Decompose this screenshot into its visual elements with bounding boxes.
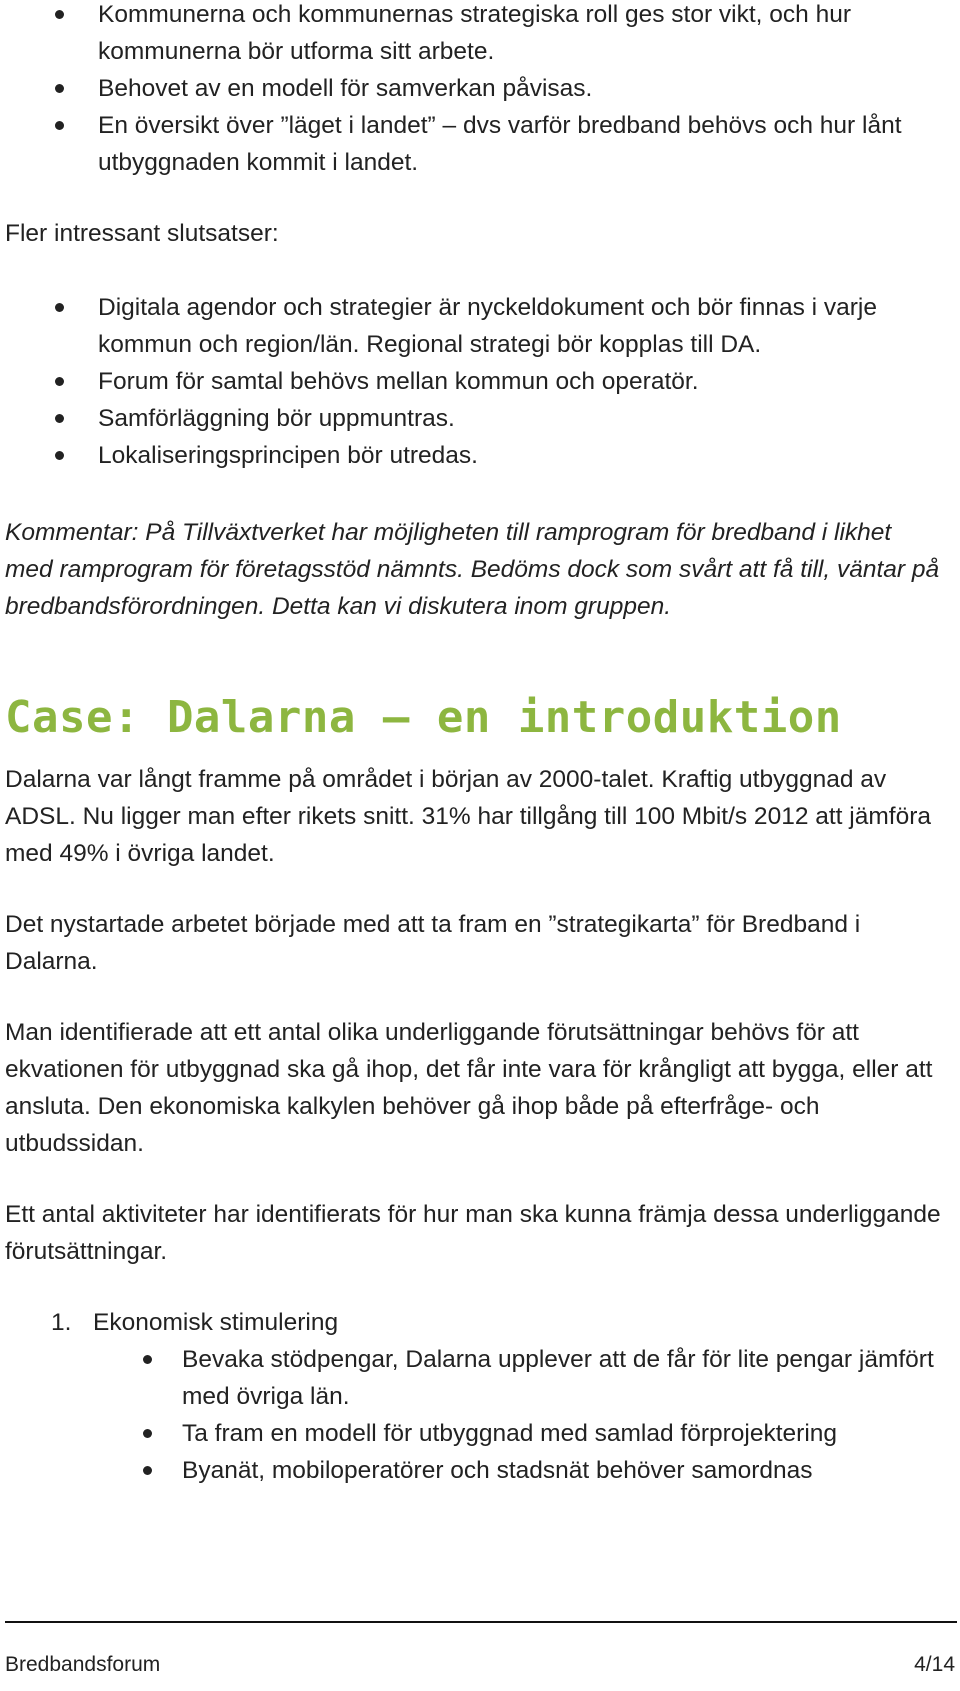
list-item: En översikt över ”läget i landet” – dvs varför bredband behövs och hur lånt utbyggnaden kommit i landet. (5, 107, 945, 181)
list-item: Ta fram en modell för utbyggnad med samlad förprojektering (5, 1415, 945, 1452)
conclusions-bullet-list (5, 289, 945, 474)
list-number: 1. (51, 1309, 72, 1336)
list-item: Behovet av en modell för samverkan påvisas. (5, 70, 945, 107)
numbered-list-label: Ekonomisk stimulering (93, 1309, 339, 1336)
conclusions-label: Fler intressant slutsatser: (5, 220, 279, 247)
list-item: Digitala agendor och strategier är nyckeldokument och bör finnas i varje kommun och region/län. Regional strategi bör kopplas till DA. (5, 289, 945, 363)
paragraph: Man identifierade att ett antal olika underliggande förutsättningar behövs för att ekvationen för utbyggnad ska gå ihop, det får inte vara för krångligt att bygga, eller att ansluta. Den ekonomiska kalkylen behöver gå ihop både på efterfråge- och utbudssidan. (5, 1019, 933, 1157)
paragraph: Det nystartade arbetet började med att ta fram en ”strategikarta” för Bredband i Dalarna. (5, 911, 861, 975)
footer-title: Bredbandsforum (5, 1653, 161, 1676)
footer-divider (5, 1621, 957, 1623)
page-number: 4/14 (914, 1653, 955, 1676)
numbered-list (5, 1304, 945, 1489)
intro-bullet-list (5, 0, 945, 181)
list-item: Byanät, mobiloperatörer och stadsnät behöver samordnas (5, 1452, 945, 1489)
list-item: Samförläggning bör uppmuntras. (5, 400, 945, 437)
list-item: Lokaliseringsprincipen bör utredas. (5, 437, 945, 474)
sub-bullet-list (5, 1341, 945, 1489)
list-item: Kommunerna och kommunernas strategiska roll ges stor vikt, och hur kommunerna bör utforma sitt arbete. (5, 0, 945, 70)
numbered-list-item (5, 1304, 945, 1341)
paragraph: Dalarna var långt framme på området i början av 2000-talet. Kraftig utbyggnad av ADSL. Nu ligger man efter rikets snitt. 31% har tillgång till 100 Mbit/s 2012 att jämföra med 49% i övriga landet. (5, 766, 931, 867)
comment-paragraph: Kommentar: På Tillväxtverket har möjligheten till ramprogram för bredband i likhet med ramprogram för företagsstöd nämnts. Bedöms dock som svårt att få till, väntar på bredbandsförordningen. Detta kan vi diskutera inom gruppen. (5, 519, 940, 620)
list-item: Forum för samtal behövs mellan kommun och operatör. (5, 363, 945, 400)
list-item: Bevaka stödpengar, Dalarna upplever att de får för lite pengar jämfört med övriga län. (5, 1341, 945, 1415)
case-heading: Case: Dalarna – en introduktion (5, 692, 842, 743)
paragraph: Ett antal aktiviteter har identifierats för hur man ska kunna främja dessa underliggande förutsättningar. (5, 1201, 941, 1265)
